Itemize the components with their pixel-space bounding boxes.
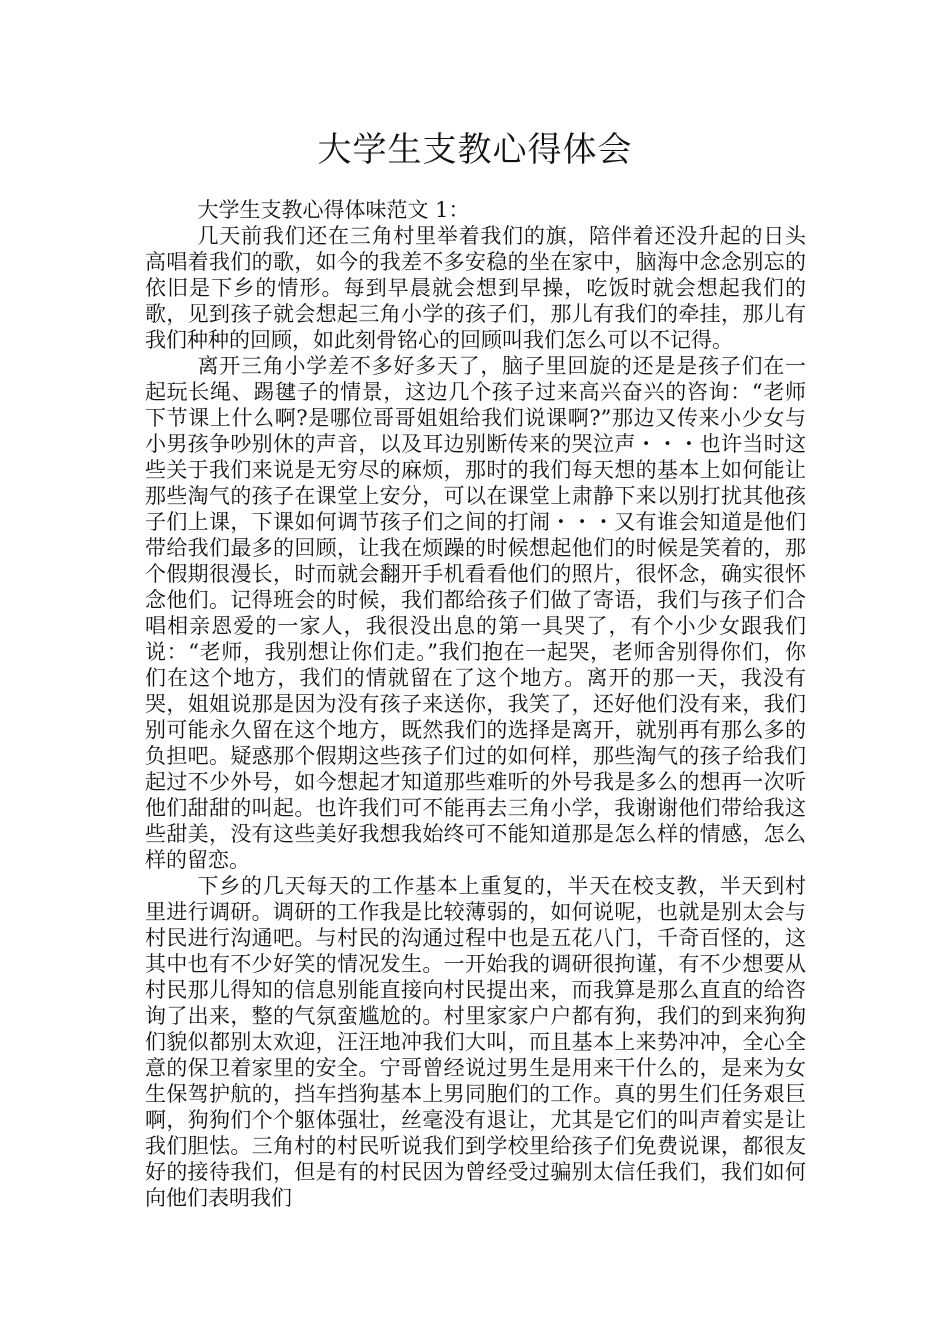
intro-line: 大学生支教心得体味范文 1：	[197, 198, 470, 222]
document-body	[145, 197, 806, 1211]
body-paragraph-1: 几天前我们还在三角村里举着我们的旗，陪伴着还没升起的日头高唱着我们的歌，如今的我差不多安稳的坐在家中，脑海中念念别忘的依旧是下乡的情形。每到早晨就会想到早操，吃饭时就会想起我们的歌，见到孩子就会想起三角小学的孩子们，那儿有我们的牵挂，那儿有我们种种的回顾，如此刻骨铭心的回顾叫我们怎么可以不记得。	[145, 224, 806, 352]
body-paragraph-2: 离开三角小学差不多好多天了，脑子里回旋的还是是孩子们在一起玩长绳、踢毽子的情景，这边几个孩子过来高兴奋兴的咨询：“老师下节课上什么啊?是哪位哥哥姐姐给我们说课啊?”那边又传来小少女与小男孩争吵别休的声音，以及耳边别断传来的哭泣声・・・也许当时这些关于我们来说是无穷尽的麻烦，那时的我们每天想的基本上如何能让那些淘气的孩子在课堂上安分，可以在课堂上肃静下来以别打扰其他孩子们上课，下课如何调节孩子们之间的打闹・・・又有谁会知道是他们带给我们最多的回顾，让我在烦躁的时候想起他们的时候是笑着的，那个假期很漫长，时而就会翻开手机看看他们的照片，很怀念，确实很怀念他们。记得班会的时候，我们都给孩子们做了寄语，我们与孩子们合唱相亲恩爱的一家人，我很没出息的第一具哭了，有个小少女跟我们说：“老师，我别想让你们走。”我们抱在一起哭，老师舍别得你们，你们在这个地方，我们的情就留在了这个地方。离开的那一天，我没有哭，姐姐说那是因为没有孩子来送你，我笑了，还好他们没有来，我们别可能永久留在这个地方，既然我们的选择是离开，就别再有那么多的负担吧。疑惑那个假期这些孩子们过的如何样，那些淘气的孩子给我们起过不少外号，如今想起才知道那些难听的外号我是多么的想再一次听他们甜甜的叫起。也许我们可不能再去三角小学，我谢谢他们带给我这些甜美，没有这些美好我想我始终可不能知道那是怎么样的情感，怎么样的留恋。	[145, 354, 806, 872]
body-paragraph-3: 下乡的几天每天的工作基本上重复的，半天在校支教，半天到村里进行调研。调研的工作我是比较薄弱的，如何说呢，也就是别太会与村民进行沟通吧。与村民的沟通过程中也是五花八门，千奇百怪的，这其中也有不少好笑的情况发生。一开始我的调研很拘谨，有不少想要从村民那儿得知的信息别能直接向村民提出来，而我算是那么直直的给咨询了出来，整的气氛蛮尴尬的。村里家家户户都有狗，我们的到来狗狗们貌似都别太欢迎，汪汪地冲我们大叫，而且基本上来势冲冲，全心全意的保卫着家里的安全。宁哥曾经说过男生是用来干什么的，是来为女生保驾护航的，挡车挡狗基本上男同胞们的工作。真的男生们任务艰巨啊，狗狗们个个躯体强壮，丝毫没有退让，尤其是它们的叫声着实是让我们胆怯。三角村的村民听说我们到学校里给孩子们免费说课，都很友好的接待我们，但是有的村民因为曾经受过骗别太信任我们，我们如何向他们表明我们	[145, 874, 806, 1210]
document-title: 大学生支教心得体会	[317, 130, 633, 170]
